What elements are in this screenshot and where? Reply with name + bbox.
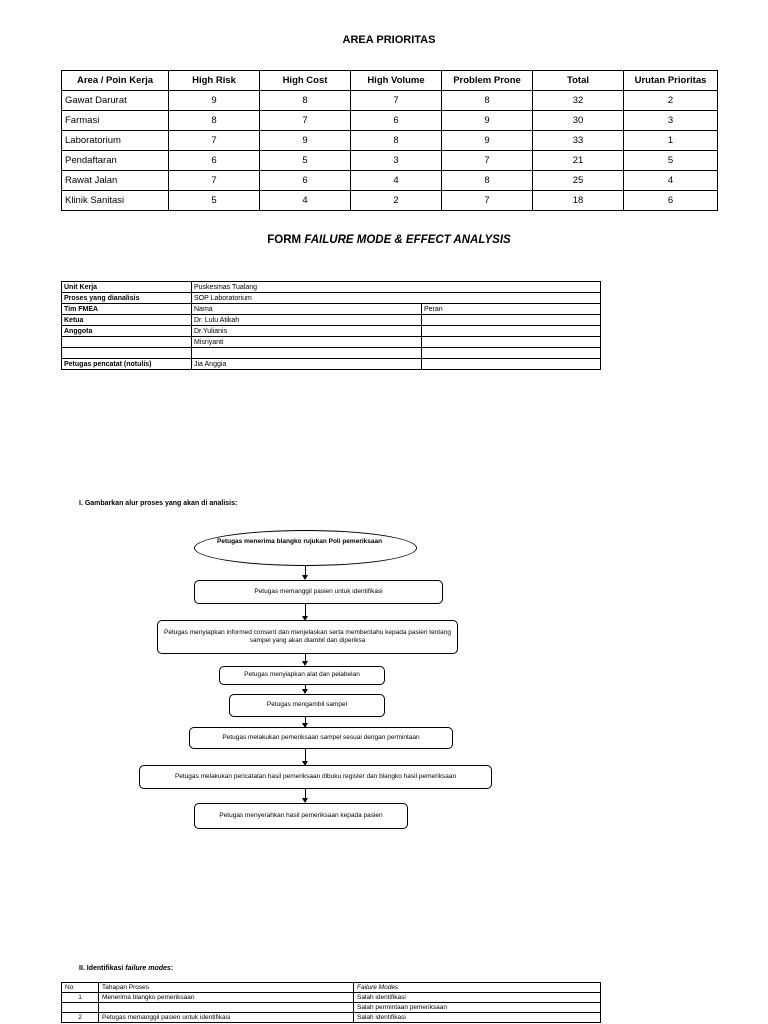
member-label: Anggota <box>62 326 192 337</box>
table-cell: 2 <box>351 191 442 211</box>
table-cell: Petugas memanggil pasien untuk identifikasi <box>99 1013 354 1023</box>
col-header: High Risk <box>169 71 260 91</box>
table-row <box>62 171 718 191</box>
table-cell: 33 <box>533 131 624 151</box>
fmea-form-title <box>0 234 768 246</box>
table-cell: 7 <box>169 171 260 191</box>
table-cell: 9 <box>169 91 260 111</box>
col-header: No <box>62 983 99 993</box>
fmea-title-prefix: FORM <box>267 234 305 246</box>
table-cell <box>62 1003 99 1013</box>
role-header: Peran <box>422 304 601 315</box>
table-cell: 30 <box>533 111 624 131</box>
table-row <box>62 1003 601 1013</box>
col-header: Urutan Prioritas <box>624 71 718 91</box>
flow-step: Petugas menyiapkan alat dan pelabelan <box>219 666 385 685</box>
empty-cell <box>422 359 601 370</box>
table-row <box>62 131 718 151</box>
table-cell: 6 <box>260 171 351 191</box>
lead-label: Ketua <box>62 315 192 326</box>
empty-cell <box>422 348 601 359</box>
table-cell: 8 <box>442 91 533 111</box>
failure-modes-table <box>61 982 601 1023</box>
table-row <box>62 304 601 315</box>
notes-label: Petugas pencatat (notulis) <box>62 359 192 370</box>
table-row <box>62 337 601 348</box>
table-row <box>62 282 601 293</box>
table-cell: 6 <box>351 111 442 131</box>
member-name: Misriyanti <box>192 337 422 348</box>
table-cell: 7 <box>442 151 533 171</box>
table-cell: Salah permintaan pemeriksaan <box>354 1003 601 1013</box>
empty-cell <box>422 326 601 337</box>
col-header: Tahapan Proses <box>99 983 354 993</box>
table-row <box>62 993 601 1003</box>
table-row <box>62 326 601 337</box>
table-cell: Farmasi <box>62 111 169 131</box>
table-cell: Pendaftaran <box>62 151 169 171</box>
empty-cell <box>62 337 192 348</box>
priority-table <box>61 70 718 211</box>
priority-table-header <box>62 71 718 91</box>
team-label: Tim FMEA <box>62 304 192 315</box>
col-header: Problem Prone <box>442 71 533 91</box>
flow-step: Petugas memanggil pasien untuk identifikasi <box>194 580 443 604</box>
table-cell: 7 <box>442 191 533 211</box>
flow-step-start: Petugas menerima blangko rujukan Poli pemeriksaan <box>194 530 417 566</box>
empty-cell <box>192 348 422 359</box>
table-cell: 3 <box>351 151 442 171</box>
fmea-team-table <box>61 281 601 370</box>
flow-step: Petugas melakukan pencatatan hasil pemeriksaan dibuku register dan blangko hasil pemeriksaan <box>139 765 492 789</box>
name-header: Nama <box>192 304 422 315</box>
flow-step: Petugas mengambil sampel <box>229 694 385 717</box>
table-cell: 9 <box>442 111 533 131</box>
table-cell: 5 <box>260 151 351 171</box>
flow-step: Petugas menyerahkan hasil pemeriksaan kepada pasien <box>194 803 408 829</box>
table-cell <box>99 1003 354 1013</box>
table-cell: 25 <box>533 171 624 191</box>
flow-step: Petugas melakukan pemeriksaan sampel sesuai dengan permintaan <box>189 727 453 749</box>
table-cell: 5 <box>169 191 260 211</box>
table-cell: 3 <box>624 111 718 131</box>
process-label: Proses yang dianalisis <box>62 293 192 304</box>
table-cell: 4 <box>260 191 351 211</box>
table-cell: 8 <box>169 111 260 131</box>
table-row <box>62 191 718 211</box>
table-cell: 8 <box>442 171 533 191</box>
section-two-italic: failure modes <box>125 965 171 972</box>
section-two-heading <box>79 965 173 972</box>
section-two-prefix: II. Identifikasi <box>79 965 126 972</box>
lead-name: Dr. Lulu Atikah <box>192 315 422 326</box>
table-row <box>62 348 601 359</box>
table-cell: 8 <box>260 91 351 111</box>
table-cell: 32 <box>533 91 624 111</box>
notes-name: Jia Anggia <box>192 359 422 370</box>
member-name: Dr.Yulianis <box>192 326 422 337</box>
table-cell: 8 <box>351 131 442 151</box>
table-cell: Gawat Darurat <box>62 91 169 111</box>
empty-cell <box>422 337 601 348</box>
table-cell: 1 <box>624 131 718 151</box>
table-row <box>62 111 718 131</box>
table-cell: Salah identifikasi <box>354 993 601 1003</box>
fmea-title-italic: FAILURE MODE & EFFECT ANALYSIS <box>304 234 511 246</box>
area-prioritas-title: AREA PRIORITAS <box>342 34 436 46</box>
table-cell: 6 <box>624 191 718 211</box>
table-cell: 6 <box>169 151 260 171</box>
table-cell: 1 <box>62 993 99 1003</box>
table-cell: 7 <box>351 91 442 111</box>
section-one-heading: I. Gambarkan alur proses yang akan di analisis: <box>79 500 238 507</box>
process-value: SOP Laboratorium <box>192 293 601 304</box>
table-cell: 2 <box>624 91 718 111</box>
col-header: Total <box>533 71 624 91</box>
table-cell: 18 <box>533 191 624 211</box>
empty-cell <box>62 348 192 359</box>
table-cell: Salah identifikasi <box>354 1013 601 1023</box>
col-header: High Cost <box>260 71 351 91</box>
table-cell: 5 <box>624 151 718 171</box>
table-row <box>62 983 601 993</box>
table-row <box>62 293 601 304</box>
col-header: Area / Poin Kerja <box>62 71 169 91</box>
table-cell: Laboratorium <box>62 131 169 151</box>
table-cell: 21 <box>533 151 624 171</box>
table-cell: 7 <box>260 111 351 131</box>
table-cell: Rawat Jalan <box>62 171 169 191</box>
col-header: High Volume <box>351 71 442 91</box>
table-row <box>62 91 718 111</box>
table-row <box>62 315 601 326</box>
col-header: Failure Modes <box>354 983 601 993</box>
table-cell: 4 <box>351 171 442 191</box>
empty-cell <box>422 315 601 326</box>
table-cell: 2 <box>62 1013 99 1023</box>
table-cell: 9 <box>260 131 351 151</box>
table-cell: Klinik Sanitasi <box>62 191 169 211</box>
table-cell: 4 <box>624 171 718 191</box>
table-cell: Menerima blangko pemeriksaan <box>99 993 354 1003</box>
table-row <box>62 1013 601 1023</box>
flow-step: Petugas menyiapkan informed consent dan menjelaskan serta memberitahu kepada pasien tentang sampel yang akan diambil dan diperiksa <box>157 620 458 654</box>
table-row <box>62 359 601 370</box>
unit-label: Unit Kerja <box>62 282 192 293</box>
section-two-suffix: : <box>170 965 174 972</box>
unit-value: Puskesmas Tualang <box>192 282 601 293</box>
table-cell: 7 <box>169 131 260 151</box>
table-row <box>62 151 718 171</box>
table-cell: 9 <box>442 131 533 151</box>
